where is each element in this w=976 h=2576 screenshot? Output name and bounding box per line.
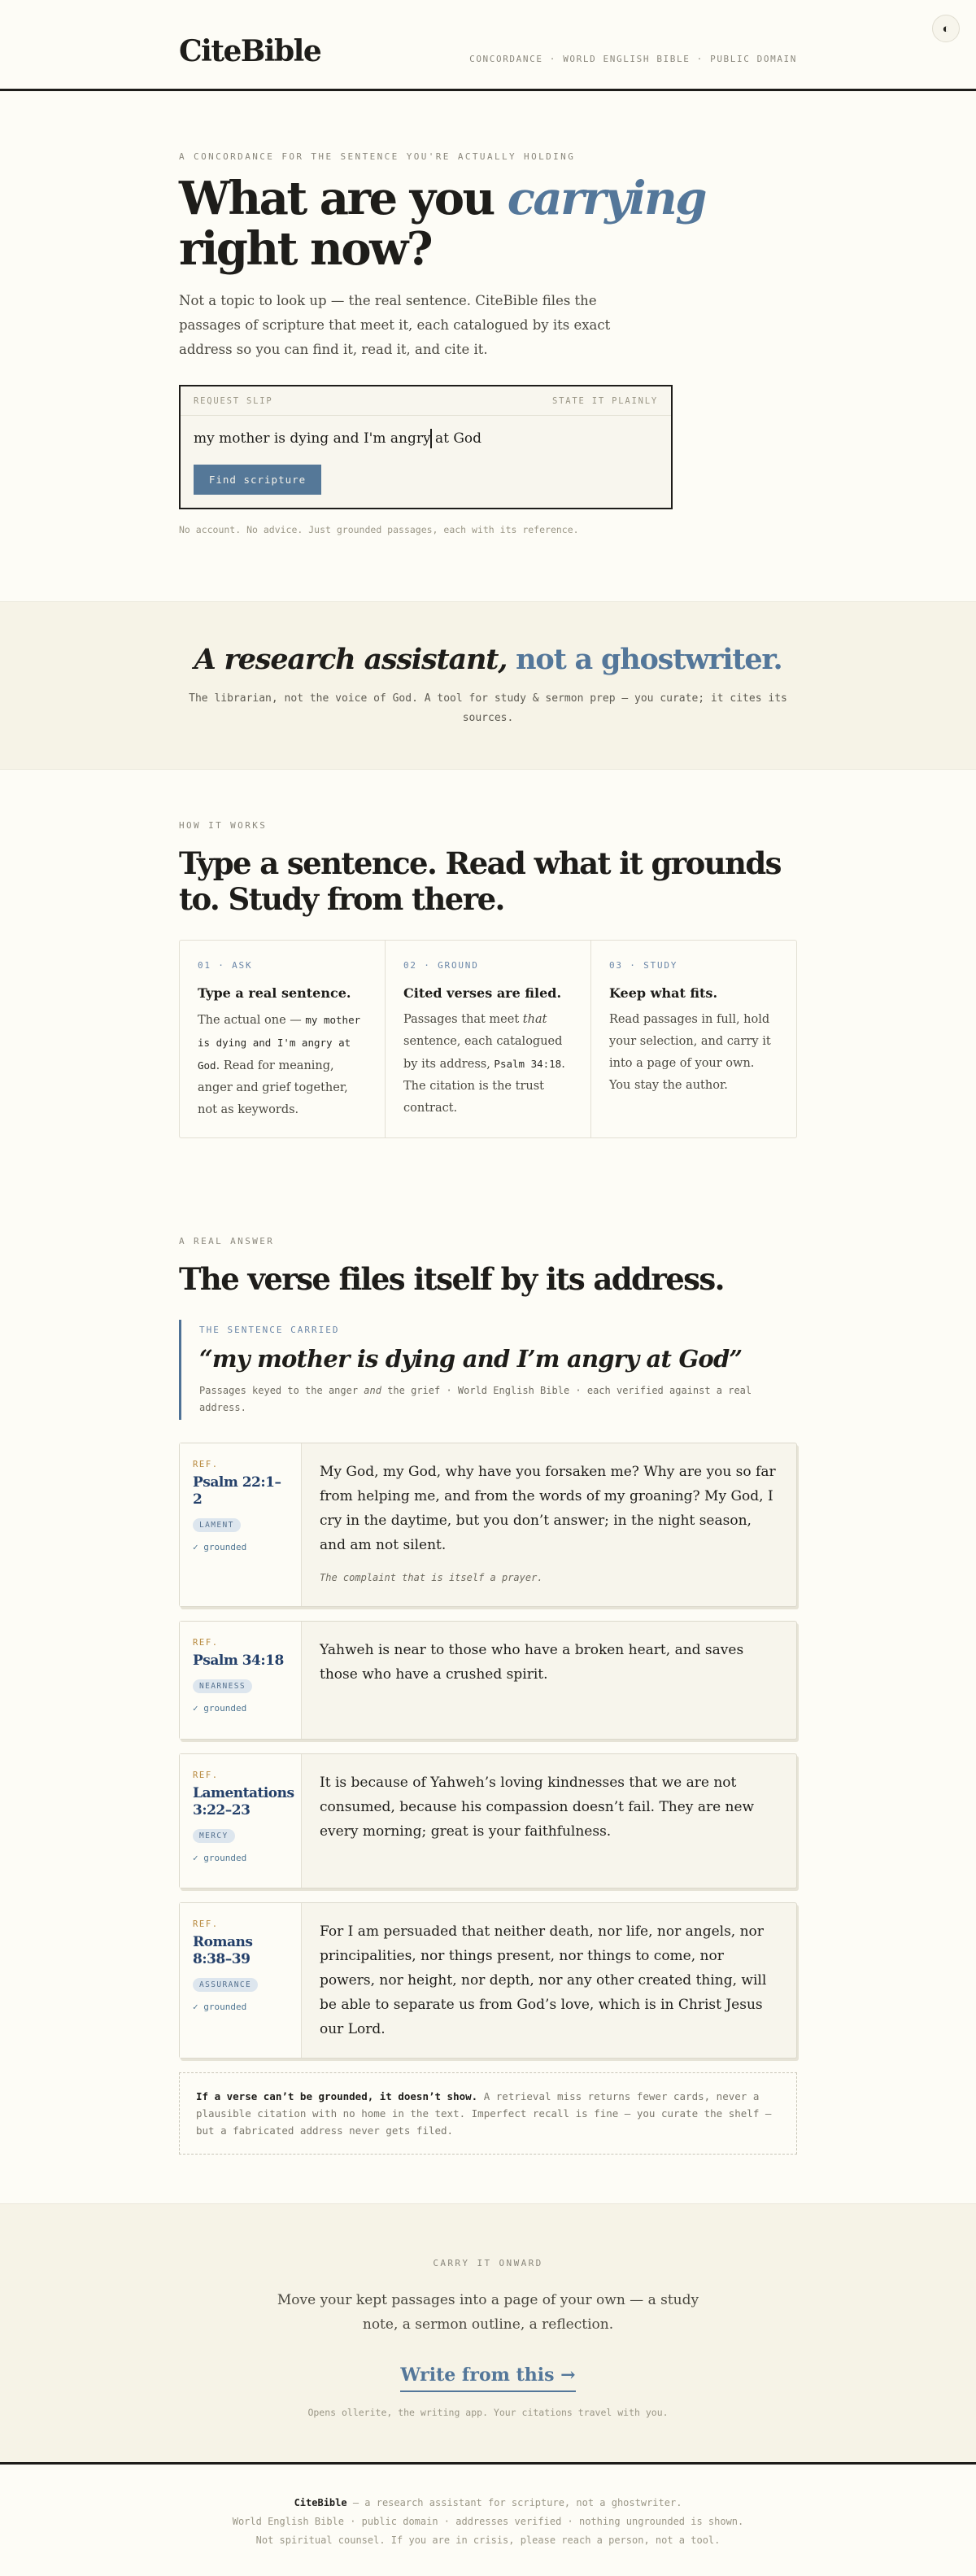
carried-label: THE SENTENCE CARRIED — [199, 1325, 340, 1335]
verse-reference — [180, 1903, 302, 2058]
verse-card[interactable] — [179, 1902, 797, 2059]
band-text: The librarian, not the voice of God. A tool for study & sermon prep — you curate; it cites its sources. — [189, 692, 787, 724]
verse-card[interactable] — [179, 1621, 797, 1740]
verse-tag: NEARNESS — [193, 1679, 252, 1693]
grounded-status: ✓ grounded — [193, 1542, 247, 1552]
verse-address[interactable]: Psalm 34:18 — [193, 1653, 284, 1669]
verse-tag: MERCY — [193, 1829, 235, 1843]
verse-address[interactable]: Romans 8:38–39 — [193, 1934, 253, 1967]
slip-label: REQUEST SLIP — [194, 395, 273, 406]
site-header — [0, 0, 976, 91]
text-cursor — [430, 429, 432, 448]
carry-onward-section — [0, 2203, 976, 2462]
how-it-works-section — [0, 770, 976, 1236]
step-study — [591, 941, 796, 1137]
header-nav: CONCORDANCE · WORLD ENGLISH BIBLE · PUBLIC DOMAIN — [469, 54, 797, 64]
how-kicker: HOW IT WORKS — [179, 820, 268, 831]
carry-text: Move your kept passages into a page of your own — a study note, a sermon outline, a reflection. — [277, 2292, 699, 2333]
hero-section — [0, 91, 976, 602]
request-slip — [179, 385, 673, 509]
verse-list — [179, 1443, 797, 2059]
ref-label: REF. — [193, 1638, 219, 1648]
verse-card[interactable] — [179, 1443, 797, 1607]
footer-line: Not spiritual counsel. If you are in crisis, please reach a person, not a tool. — [255, 2535, 721, 2546]
verse-text: My God, my God, why have you forsaken me? Why are you so far from helping me, and from the words of my groaning? My God, I cry in the daytime, but you don’t answer; in the night season, and am not silent. The complaint that is itself a prayer. — [302, 1443, 796, 1606]
grounding-disclaimer: If a verse can’t be grounded, it doesn’t show. A retrieval miss returns fewer cards, never a plausible citation with no home in the text. Imperfect recall is fine — you curate the shelf — but a fabricated address never gets filed. — [179, 2072, 797, 2155]
step-number: 01 · ASK — [198, 960, 253, 971]
hero-kicker: A CONCORDANCE FOR THE SENTENCE YOU'RE ACTUALLY HOLDING — [179, 151, 576, 162]
grounded-status: ✓ grounded — [193, 1703, 247, 1714]
hero-lede: Not a topic to look up — the real sentence. CiteBible files the passages of scripture that meet it, each catalogued by its exact address so you can find it, read it, and cite it. — [179, 293, 611, 357]
carry-kicker: CARRY IT ONWARD — [433, 2258, 543, 2268]
verse-tag: LAMENT — [193, 1518, 241, 1532]
step-ask — [180, 941, 386, 1137]
grounded-status: ✓ grounded — [193, 2002, 247, 2012]
footer-line: CiteBible — a research assistant for scripture, not a ghostwriter. — [294, 2497, 682, 2508]
write-from-this-link[interactable]: Write from this → — [400, 2364, 575, 2392]
step-body: Passages that meet that sentence, each catalogued by its address, Psalm 34:18. The citation is the trust contract. — [403, 1013, 565, 1115]
grounded-status: ✓ grounded — [193, 1853, 247, 1863]
verse-address[interactable]: Psalm 22:1–2 — [193, 1474, 281, 1508]
step-body: The actual one — my mother is dying and I'm angry at God. Read for meaning, anger and grief together, not as keywords. — [198, 1014, 361, 1116]
how-title: Type a sentence. Read what it grounds to. Study from there. — [179, 845, 781, 917]
sentence-input[interactable] — [194, 430, 649, 447]
hero-note: No account. No advice. Just grounded passages, each with its reference. — [179, 524, 579, 535]
site-logo[interactable]: CiteBible — [179, 34, 321, 68]
ref-label: REF. — [193, 1919, 219, 1929]
verse-reference — [180, 1754, 302, 1888]
carry-note: Opens ollerite, the writing app. Your citations travel with you. — [307, 2407, 669, 2418]
hero-title: What are you carrying right now? — [179, 172, 705, 276]
verse-address[interactable]: Lamentations 3:22–23 — [193, 1785, 294, 1818]
hero-title-emphasis: carrying — [507, 172, 705, 225]
verse-card[interactable] — [179, 1753, 797, 1888]
verse-text: Yahweh is near to those who have a broken heart, and saves those who have a crushed spirit. — [320, 1642, 744, 1683]
verse-reference — [180, 1443, 302, 1606]
sentence-carried — [179, 1320, 797, 1420]
step-number: 02 · GROUND — [403, 960, 479, 971]
step-title: Cited verses are filed. — [403, 985, 562, 1001]
ref-label: REF. — [193, 1460, 219, 1469]
step-number: 03 · STUDY — [609, 960, 678, 971]
verse-tag: ASSURANCE — [193, 1978, 258, 1992]
step-ground — [386, 941, 591, 1137]
verse-text: For I am persuaded that neither death, nor life, nor angels, nor principalities, nor things present, nor things to come, nor powers, nor height, nor depth, nor any other created thing, will be able to separate us from God’s love, which is in Christ Jesus our Lord. — [320, 1923, 767, 2037]
theme-toggle-icon[interactable]: ◐ — [932, 15, 960, 42]
slip-hint: STATE IT PLAINLY — [552, 395, 658, 406]
carried-quote: “my mother is dying and I’m angry at God” — [199, 1345, 743, 1373]
site-footer — [0, 2462, 976, 2576]
find-scripture-button[interactable]: Find scripture — [194, 465, 321, 495]
ref-label: REF. — [193, 1770, 219, 1780]
verse-text: It is because of Yahweh’s loving kindnesses that we are not consumed, because his compassion doesn’t fail. They are new every morning; great is your faithfulness. — [320, 1775, 755, 1840]
verse-gloss: The complaint that is itself a prayer. — [320, 1572, 543, 1583]
step-title: Keep what fits. — [609, 985, 718, 1001]
positioning-band — [0, 602, 976, 770]
step-title: Type a real sentence. — [198, 985, 351, 1001]
band-title: A research assistant, not a ghostwriter. — [194, 643, 782, 676]
verse-reference — [180, 1622, 302, 1739]
footer-line: World English Bible · public domain · addresses verified · nothing ungrounded is shown. — [232, 2516, 744, 2527]
answer-title: The verse files itself by its address. — [179, 1261, 724, 1297]
slip-header — [181, 386, 671, 416]
carried-note: Passages keyed to the anger and the grief · World English Bible · each verified against a real address. — [199, 1385, 752, 1413]
steps-grid — [179, 940, 797, 1138]
real-answer-section — [0, 1236, 976, 2155]
answer-kicker: A REAL ANSWER — [179, 1236, 275, 1247]
step-body: Read passages in full, hold your selection, and carry it into a page of your own. You stay the author. — [609, 1013, 771, 1092]
